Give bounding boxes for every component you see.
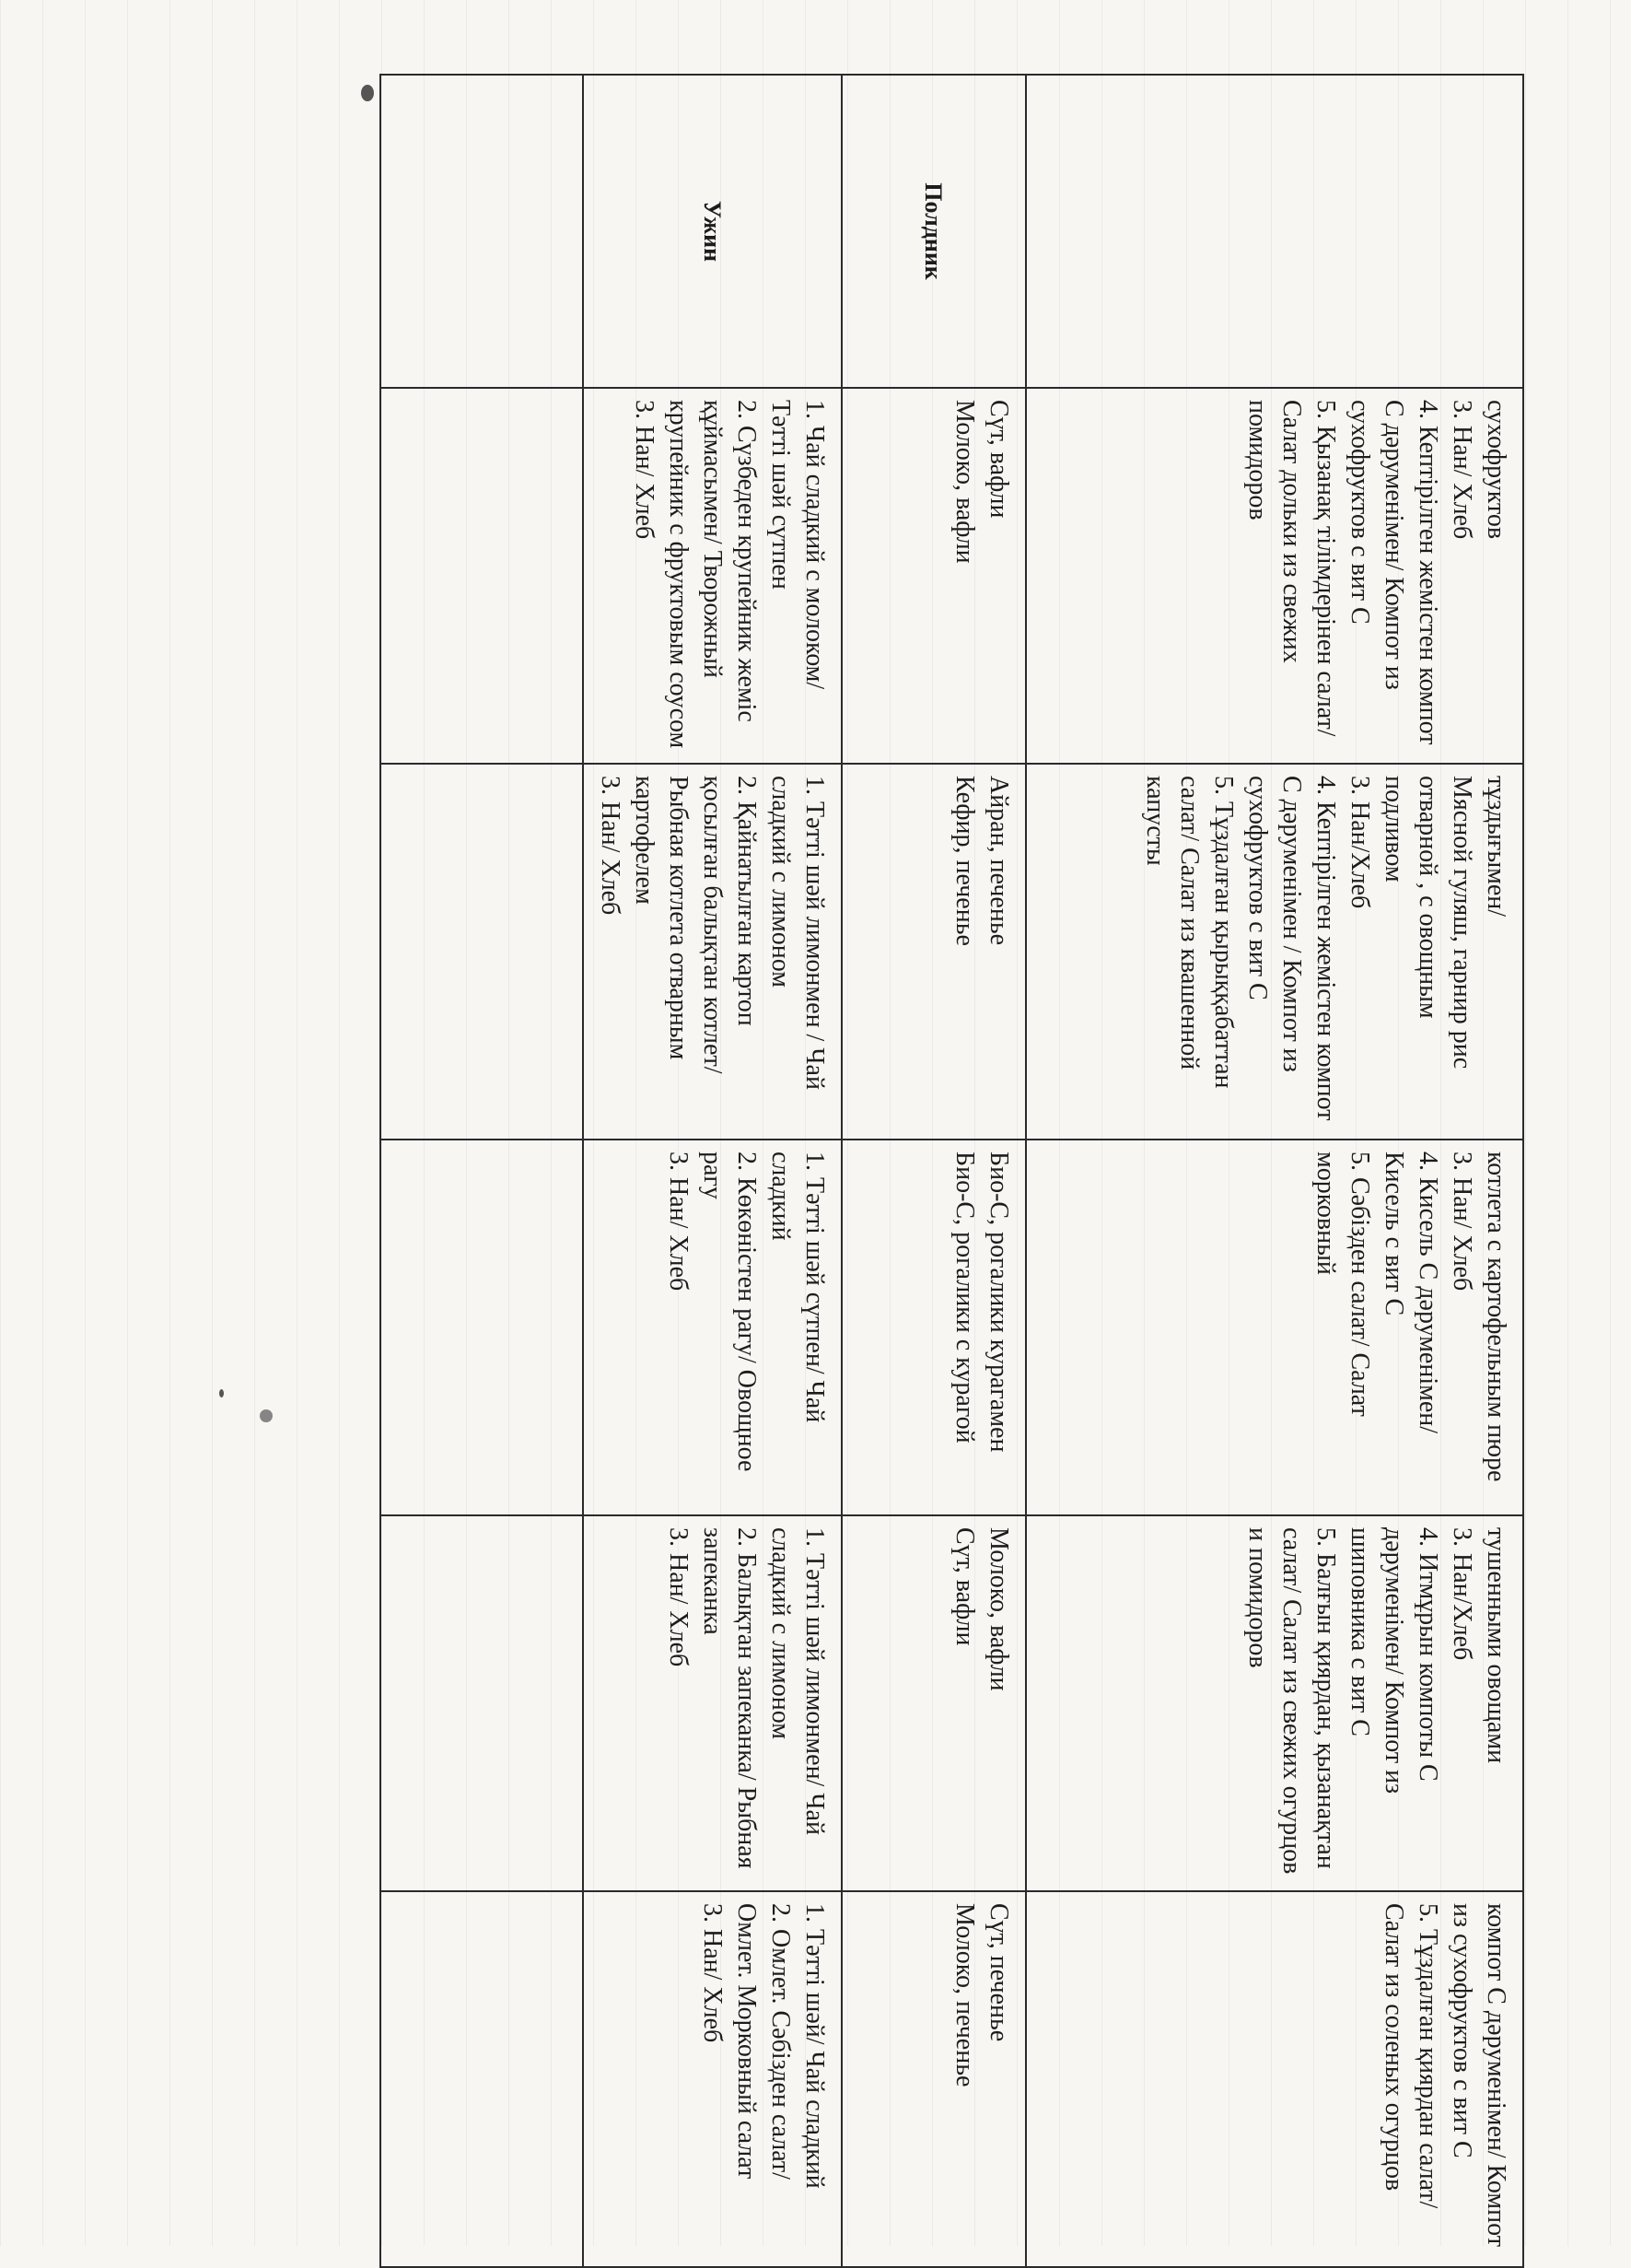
table-cell bbox=[380, 1140, 583, 1515]
table-cell bbox=[380, 764, 583, 1140]
table-cell: 1. Тәтті шәй лимонмен / Чай сладкий с лимоном 2. Қайнатылған картоп қосылған балықтан котлет/ Рыбная котлета отварным картофелем 3. Нан/ Хлеб bbox=[583, 764, 842, 1140]
table-row bbox=[380, 75, 583, 2267]
table-row bbox=[583, 75, 842, 2267]
scan-speck bbox=[219, 1389, 224, 1397]
table-cell: Сүт, вафли Молоко, вафли bbox=[842, 388, 1026, 764]
table-cell: тұздығымен/ Мясной гуляш, гарнир рис отварной , с овощным подливом 3. Нан/Хлеб 4. Кептірілген жемістен компот С дәруменімен / Компот из сухофруктов с вит С 5. Тұздалған қырыққабаттан салат/ Салат из квашенной капусты bbox=[1026, 764, 1523, 1140]
table-cell: Био-С, рогалики курагамен Био-С, рогалики с курагой bbox=[842, 1140, 1026, 1515]
table-row bbox=[842, 75, 1026, 2267]
row-label bbox=[380, 75, 583, 388]
table-cell: Сүт, печенье Молоко, печенье bbox=[842, 1891, 1026, 2267]
table-cell: 1. Чай сладкий с молоком/ Тәтті шәй сүтпен 2. Сүзбеден крупейник жеміс құймасымен/ Творожный крупейник с фруктовым соусом 3. Нан/ Хлеб bbox=[583, 388, 842, 764]
table-cell bbox=[380, 388, 583, 764]
table-cell bbox=[380, 1891, 583, 2267]
table-cell: тушенными овощами 3. Нан/Хлеб 4. Итмұрын компоты С дәруменімен/ Компот из шиповника с вит С 5. Балғын қиярдан, қызанақтан салат/ Салат из свежих огурцов и помидоров bbox=[1026, 1515, 1523, 1891]
table-cell: 1. Тәтті шәй/ Чай сладкий 2. Омлет. Сәбізден салат/ Омлет. Морковный салат 3. Нан/ Хлеб bbox=[583, 1891, 842, 2267]
table-cell: котлета с картофельным пюре 3. Нан/ Хлеб 4. Кисель С дәруменімен/ Кисель с вит С 5. Сәбізден салат/ Салат морковный bbox=[1026, 1140, 1523, 1515]
row-label-dinner: Ужин bbox=[583, 75, 842, 388]
row-label-snack: Полдник bbox=[842, 75, 1026, 388]
table-cell: сухофруктов 3. Нан/ Хлеб 4. Кептірілген жемістен компот С дәруменімен/ Компот из сухофруктов с вит С 5. Қызанақ тілімдерінен салат/ Салат дольки из свежих помидоров bbox=[1026, 388, 1523, 764]
scan-speck bbox=[260, 1409, 273, 1422]
table-cell: 1. Тәтті шәй лимонмен/ Чай сладкий с лимоном 2. Балықтан запеканка/ Рыбная запеканка 3. Нан/ Хлеб bbox=[583, 1515, 842, 1891]
table-cell: Айран, печенье Кефир, печенье bbox=[842, 764, 1026, 1140]
table-row bbox=[1026, 75, 1523, 2267]
menu-table-sheet bbox=[401, 74, 1524, 2266]
menu-table bbox=[379, 74, 1524, 2268]
table-cell: 1. Тәтті шәй сүтпен/ Чай сладкий 2. Көкөністен рагу/ Овощное рагу 3. Нан/ Хлеб bbox=[583, 1140, 842, 1515]
table-cell: Молоко, вафли Сүт, вафли bbox=[842, 1515, 1026, 1891]
row-label bbox=[1026, 75, 1523, 388]
table-cell: компот С дәруменімен/ Компот из сухофруктов с вит С 5. Тұздалған қиярдан салат/ Салат из соленых огурцов bbox=[1026, 1891, 1523, 2267]
table-cell bbox=[380, 1515, 583, 1891]
scan-speck bbox=[361, 85, 374, 101]
